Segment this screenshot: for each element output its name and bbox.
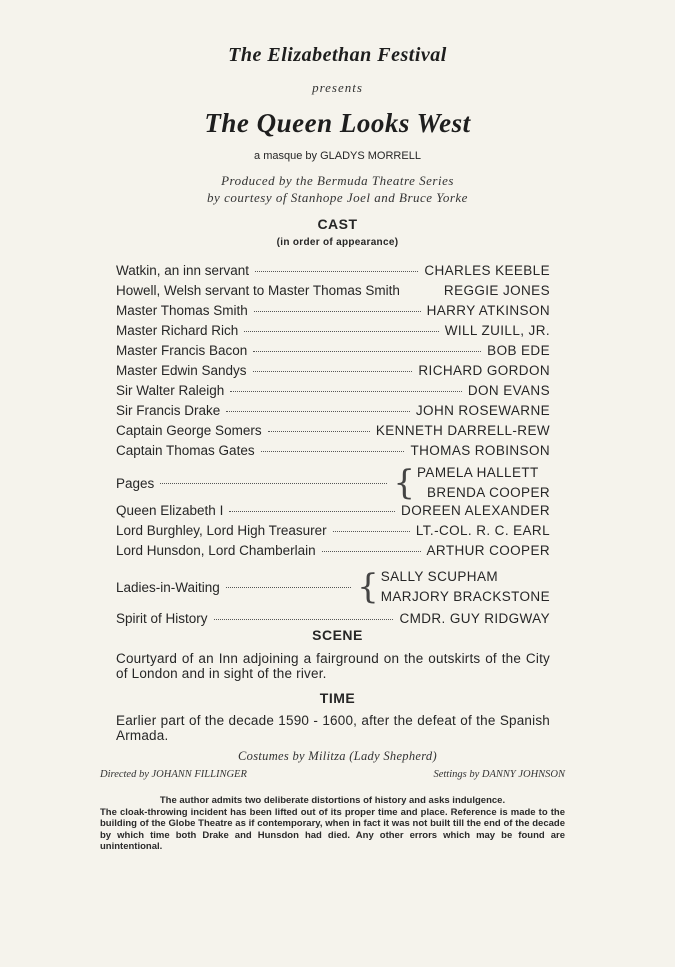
cast-row: Master Thomas Smith HARRY ATKINSON bbox=[116, 303, 550, 318]
cast-row: Captain George Somers KENNETH DARRELL-REW bbox=[116, 423, 550, 438]
cast-row: Watkin, an inn servant CHARLES KEEBLE bbox=[116, 263, 550, 278]
cast-row: Spirit of History CMDR. GUY RIDGWAY bbox=[116, 611, 550, 626]
brace-icon: { bbox=[393, 463, 416, 503]
author-note: The author admits two deliberate distortions of history and asks indulgence. The cloak-throwing incident has been lifted out of its proper time and place. Reference is made to the building of the Globe Theatre as if contemporary, when in fact it was not built till the end of the decade by which time both Drake and Hunsdon had died. Any other errors which may be found are unintentional. bbox=[100, 795, 565, 852]
presents-text: presents bbox=[312, 80, 363, 95]
settings-credit: Settings by DANNY JOHNSON bbox=[433, 769, 565, 780]
cast-group-ladies: Ladies-in-Waiting { SALLY SCUPHAM MARJORY BRACKSTONE bbox=[116, 567, 550, 607]
cast-row: Master Francis Bacon BOB EDE bbox=[116, 343, 550, 358]
cast-row: Captain Thomas Gates THOMAS ROBINSON bbox=[116, 443, 550, 458]
produced-line-2: by courtesy of Stanhope Joel and Bruce Yorke bbox=[207, 190, 468, 205]
cast-list bbox=[116, 263, 550, 631]
cast-row: Master Edwin Sandys RICHARD GORDON bbox=[116, 363, 550, 378]
cast-row: Howell, Welsh servant to Master Thomas Smith REGGIE JONES bbox=[116, 283, 550, 298]
cast-row: Sir Francis Drake JOHN ROSEWARNE bbox=[116, 403, 550, 418]
cast-group-pages: Pages { PAMELA HALLETT BRENDA COOPER bbox=[116, 463, 550, 503]
brace-icon: { bbox=[357, 567, 379, 607]
cast-subheading: (in order of appearance) bbox=[276, 237, 399, 248]
time-text: Earlier part of the decade 1590 - 1600, after the defeat of the Spanish Armada. bbox=[116, 713, 550, 743]
cast-row: Master Richard Rich WILL ZUILL, JR. bbox=[116, 323, 550, 338]
cast-row: Lord Hunsdon, Lord Chamberlain ARTHUR COOPER bbox=[116, 543, 550, 558]
costumes-credit: Costumes by Militza (Lady Shepherd) bbox=[238, 749, 437, 763]
directed-credit: Directed by JOHANN FILLINGER bbox=[100, 769, 247, 780]
time-heading: TIME bbox=[319, 690, 356, 706]
byline: a masque by GLADYS MORRELL bbox=[254, 150, 421, 162]
cast-row: Queen Elizabeth I DOREEN ALEXANDER bbox=[116, 503, 550, 518]
play-title: The Queen Looks West bbox=[204, 108, 471, 138]
produced-line-1: Produced by the Bermuda Theatre Series bbox=[221, 173, 454, 188]
scene-text: Courtyard of an Inn adjoining a fairground on the outskirts of the City of London and in sight of the river. bbox=[116, 651, 550, 681]
cast-heading: CAST bbox=[317, 216, 358, 232]
scene-heading: SCENE bbox=[312, 627, 363, 643]
credits-row bbox=[100, 769, 565, 780]
festival-title: The Elizabethan Festival bbox=[228, 44, 447, 66]
cast-row: Sir Walter Raleigh DON EVANS bbox=[116, 383, 550, 398]
cast-row: Lord Burghley, Lord High Treasurer LT.-COL. R. C. EARL bbox=[116, 523, 550, 538]
